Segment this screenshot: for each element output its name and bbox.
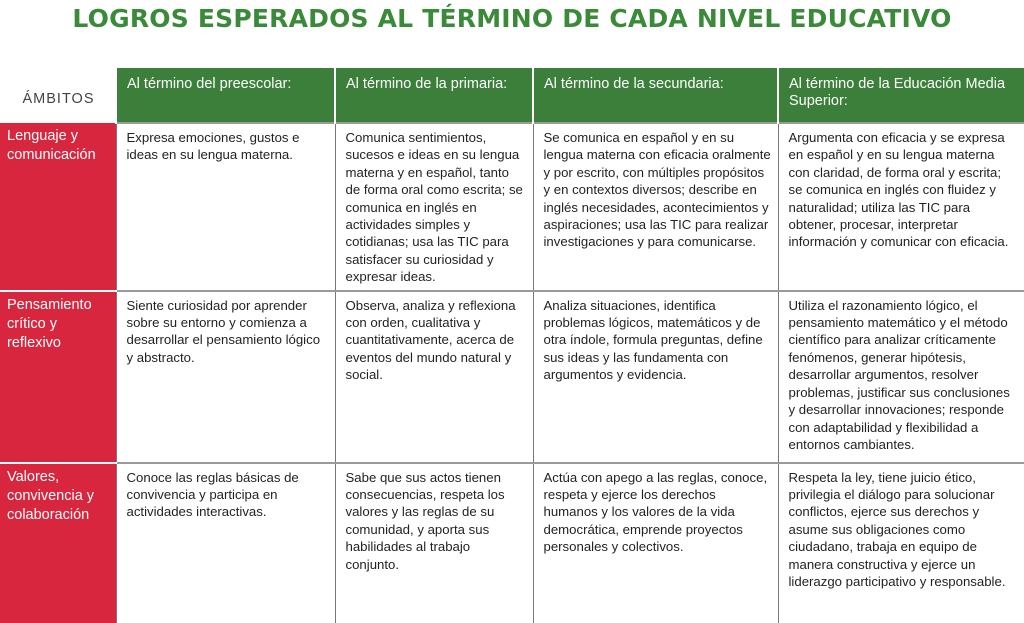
column-header-preescolar: Al término del preescolar: <box>116 68 335 123</box>
table-cell: Sabe que sus actos tienen consecuencias, respeta los valores y las reglas de su comunidad, y aporta sus habilidades al trabajo conjunto. <box>335 463 533 623</box>
row-label-pensamiento: Pensamiento crítico y reflexivo <box>0 291 116 463</box>
table-cell: Expresa emociones, gustos e ideas en su lengua materna. <box>116 123 335 291</box>
table-cell: Comunica sentimientos, sucesos e ideas en su lengua materna y en español, tanto de forma oral como escrita; se comunica en inglés en actividades simples y cotidianas; usa las TIC para satisfacer su curiosidad y expresar ideas. <box>335 123 533 291</box>
row-label-lenguaje: Lenguaje y comunicación <box>0 123 116 291</box>
table-cell: Argumenta con eficacia y se expresa en español y en su lengua materna con claridad, de forma oral y escrita; se comunica en inglés con fluidez y naturalidad; utiliza las TIC para obtener, procesar, interpretar información y comunicar con eficacia. <box>778 123 1024 291</box>
table-row <box>0 463 1024 623</box>
column-header-secundaria: Al término de la secundaria: <box>533 68 778 123</box>
column-header-primaria: Al término de la primaria: <box>335 68 533 123</box>
table-header-row <box>0 68 1024 123</box>
table-row <box>0 291 1024 463</box>
table-cell: Conoce las reglas básicas de convivencia y participa en actividades interactivas. <box>116 463 335 623</box>
table-cell: Se comunica en español y en su lengua materna con eficacia oralmente y por escrito, con múltiples propósitos y en contextos diversos; describe en inglés necesidades, acontecimientos y aspiraciones; usa las TIC para realizar investigaciones y para comunicarse. <box>533 123 778 291</box>
table-cell: Observa, analiza y reflexiona con orden, cualitativa y cuantitativamente, acerca de eventos del mundo natural y social. <box>335 291 533 463</box>
column-header-media-superior: Al término de la Educación Media Superior: <box>778 68 1024 123</box>
table-cell: Actúa con apego a las reglas, conoce, respeta y ejerce los derechos humanos y los valores de la vida democrática, emprende proyectos personales y colectivos. <box>533 463 778 623</box>
table-cell: Siente curiosidad por aprender sobre su entorno y comienza a desarrollar el pensamiento lógico y abstracto. <box>116 291 335 463</box>
page-title: LOGROS ESPERADOS AL TÉRMINO DE CADA NIVEL EDUCATIVO <box>72 4 952 33</box>
row-label-valores: Valores, convivencia y colaboración <box>0 463 116 623</box>
table-cell: Respeta la ley, tiene juicio ético, privilegia el diálogo para solucionar conflictos, ejerce sus derechos y asume sus obligaciones como ciudadano, trabaja en equipo de manera constructiva y ejerce un liderazgo participativo y responsable. <box>778 463 1024 623</box>
column-header-ambitos: ÁMBITOS <box>0 68 116 123</box>
table-cell: Utiliza el razonamiento lógico, el pensamiento matemático y el método científico para analizar críticamente fenómenos, generar hipótesis, desarrollar argumentos, resolver problemas, justificar sus conclusiones y desarrollar innovaciones; responde con adaptabilidad y flexibilidad a entornos cambiantes. <box>778 291 1024 463</box>
achievements-table <box>0 68 1024 623</box>
table-cell: Analiza situaciones, identifica problemas lógicos, matemáticos y de otra índole, formula preguntas, define sus ideas y las fundamenta con argumentos y evidencia. <box>533 291 778 463</box>
table-row <box>0 123 1024 291</box>
